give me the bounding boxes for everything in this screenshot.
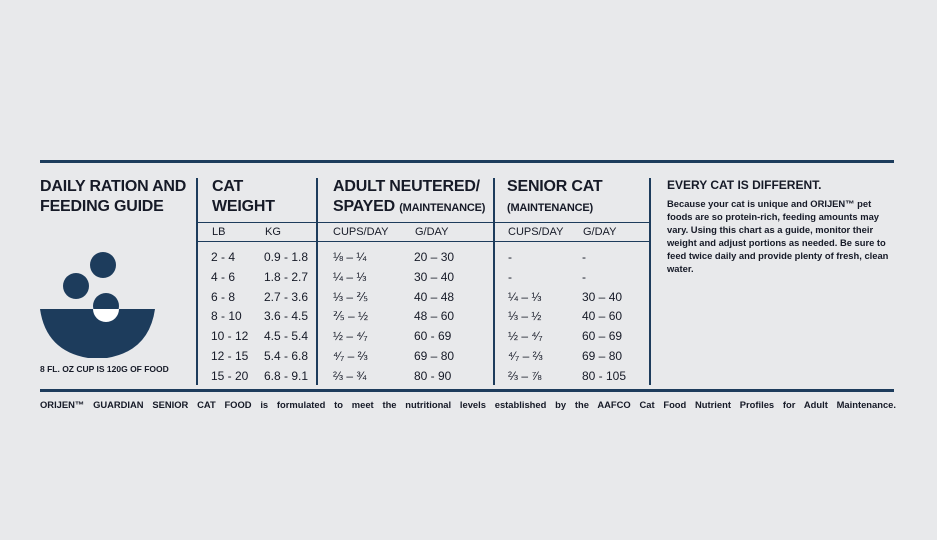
- subheader-senior-g: G/DAY: [583, 226, 617, 238]
- food-bowl-icon: [40, 248, 156, 360]
- cell-adult-g: 30 – 40: [414, 270, 455, 284]
- cell-senior-cups: -: [508, 270, 512, 284]
- cell-lb: 10 - 12: [211, 329, 249, 343]
- guide-title-line2: FEEDING GUIDE: [40, 198, 164, 215]
- cell-kg: 4.5 - 5.4: [264, 329, 309, 343]
- cell-senior-cups: -: [508, 250, 512, 264]
- cell-senior-g: 69 – 80: [582, 349, 623, 363]
- subheader-senior-cups: CUPS/DAY: [508, 226, 564, 238]
- cell-kg: 1.8 - 2.7: [264, 270, 309, 284]
- header-adult-line1: ADULT NEUTERED/: [333, 178, 480, 195]
- cell-adult-cups: ⁴⁄₇ – ⅔: [333, 349, 368, 363]
- cell-senior-cups: ⅔ – ⅞: [508, 369, 542, 383]
- cell-adult-cups: ⅛ – ¼: [333, 250, 367, 264]
- header-senior-line1: SENIOR CAT: [507, 178, 603, 195]
- guide-title-line1: DAILY RATION AND: [40, 178, 187, 195]
- cell-adult-cups: ½ – ⁴⁄₇: [333, 329, 368, 343]
- subheader-lb: LB: [212, 226, 226, 238]
- cell-kg: 5.4 - 6.8: [264, 349, 309, 363]
- cell-senior-cups: ⅓ – ½: [508, 309, 542, 323]
- every-cat-body: Because your cat is unique and ORIJEN™ pet foods are so protein-rich, feeding amounts may vary. Using this chart as a guide, monitor their weight and adjust portions as needed. Be sure to feed twice daily and provide plenty of fresh, clean water.: [667, 198, 889, 274]
- cell-adult-cups: ¼ – ⅓: [333, 270, 367, 284]
- divider-notes: [649, 178, 651, 385]
- cell-lb: 8 - 10: [211, 309, 242, 323]
- top-rule: [40, 160, 894, 163]
- header-senior-note: (MAINTENANCE): [507, 202, 594, 214]
- cell-senior-cups: ½ – ⁴⁄₇: [508, 329, 543, 343]
- header-cat-weight: [212, 177, 275, 217]
- header-adult: [333, 177, 485, 218]
- header-adult-line2: SPAYED: [333, 198, 395, 215]
- cell-adult-g: 69 – 80: [414, 349, 455, 363]
- cell-senior-g: 30 – 40: [582, 290, 623, 304]
- divider-adult: [316, 178, 318, 385]
- guide-title: [40, 177, 186, 217]
- header-senior: [507, 177, 603, 218]
- header-rule: [197, 222, 650, 223]
- divider-senior: [493, 178, 495, 385]
- cell-lb: 2 - 4: [211, 250, 236, 264]
- header-cat-weight-line2: WEIGHT: [212, 198, 275, 215]
- cell-adult-g: 80 - 90: [414, 369, 452, 383]
- divider-weight: [196, 178, 198, 385]
- cell-senior-g: -: [582, 270, 586, 284]
- subheader-adult-cups: CUPS/DAY: [333, 226, 389, 238]
- cell-senior-cups: ⁴⁄₇ – ⅔: [508, 349, 543, 363]
- subheader-kg: KG: [265, 226, 281, 238]
- cell-senior-g: 40 – 60: [582, 309, 623, 323]
- cell-senior-g: 60 – 69: [582, 329, 623, 343]
- cell-lb: 4 - 6: [211, 270, 236, 284]
- cell-kg: 0.9 - 1.8: [264, 250, 309, 264]
- cell-senior-cups: ¼ – ⅓: [508, 290, 542, 304]
- header-cat-weight-line1: CAT: [212, 178, 244, 195]
- header-adult-note: (MAINTENANCE): [399, 202, 486, 214]
- cell-lb: 12 - 15: [211, 349, 249, 363]
- cell-lb: 15 - 20: [211, 369, 249, 383]
- cell-lb: 6 - 8: [211, 290, 236, 304]
- cup-caption: 8 FL. OZ CUP IS 120G OF FOOD: [40, 364, 169, 374]
- cell-adult-g: 60 - 69: [414, 329, 452, 343]
- cell-senior-g: -: [582, 250, 586, 264]
- footer-statement: ORIJEN™ GUARDIAN SENIOR CAT FOOD is formulated to meet the nutritional levels established by the AAFCO Cat Food Nutrient Profiles for Adult Maintenance.: [40, 399, 896, 410]
- cell-adult-cups: ⅓ – ⅖: [333, 290, 368, 304]
- subheader-rule: [197, 241, 650, 242]
- bottom-rule: [40, 389, 894, 392]
- cell-adult-g: 20 – 30: [414, 250, 455, 264]
- cell-kg: 3.6 - 4.5: [264, 309, 309, 323]
- cell-adult-cups: ⅔ – ¾: [333, 369, 367, 383]
- cell-kg: 6.8 - 9.1: [264, 369, 309, 383]
- cell-adult-cups: ⅖ – ½: [333, 309, 368, 323]
- every-cat-title: EVERY CAT IS DIFFERENT.: [667, 178, 822, 192]
- cell-adult-g: 40 – 48: [414, 290, 455, 304]
- cell-senior-g: 80 - 105: [582, 369, 627, 383]
- cell-kg: 2.7 - 3.6: [264, 290, 309, 304]
- subheader-adult-g: G/DAY: [415, 226, 449, 238]
- cell-adult-g: 48 – 60: [414, 309, 455, 323]
